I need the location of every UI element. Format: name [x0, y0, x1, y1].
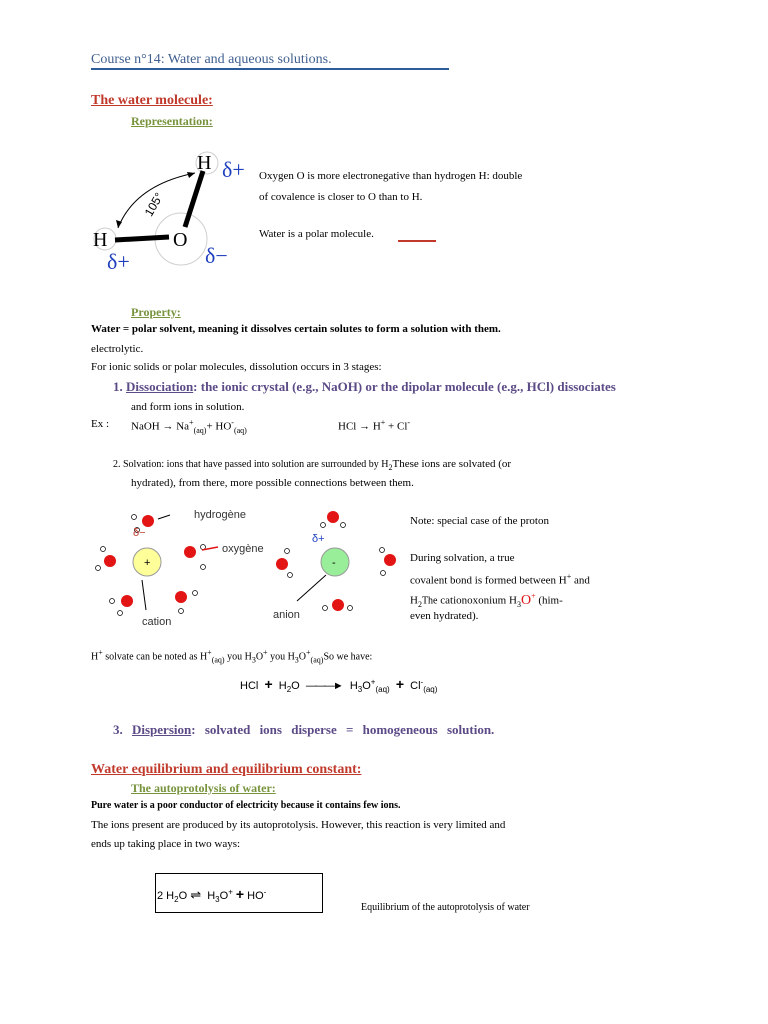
- cation-plus: +: [144, 557, 151, 569]
- delta-minus-o: δ−: [205, 243, 228, 268]
- subheading-representation: Representation:: [131, 114, 213, 128]
- label-cation: cation: [142, 616, 172, 628]
- delta-plus-left: δ+: [107, 249, 130, 274]
- ex-label: Ex :: [91, 418, 110, 430]
- text-polar-molecule: Water is a polar molecule.: [259, 228, 374, 240]
- title-underline: [91, 68, 449, 70]
- equation-hcl: HCl → H+ + Cl-: [338, 418, 411, 433]
- text-two-ways: ends up taking place in two ways:: [91, 838, 241, 850]
- text-electrolytic: electrolytic.: [91, 343, 144, 355]
- note-proton: Note: special case of the proton: [410, 515, 549, 527]
- label-delta-plus: δ+: [312, 533, 325, 545]
- red-underline-mark: [398, 240, 436, 242]
- label-delta-minus: δ−: [133, 527, 146, 539]
- note-oxonium: $H_2The$ cationoxonium $H_3O^+$ (him-: [410, 591, 563, 609]
- atom-h-left: H: [93, 229, 108, 251]
- text-polar-solvent: Water = polar solvent, meaning it dissolves certain solutes to form a solution with them.: [91, 323, 501, 335]
- text-form-ions: and form ions in solution.: [131, 401, 245, 413]
- note-solvation: During solvation, a true: [410, 552, 515, 564]
- text-electronegativity-1: Oxygen O is more electronegative than hydrogen H: double: [259, 170, 523, 182]
- text-h-solvate: H+ solvate can be noted as $H^+_{(aq)}$ you $H_3O^+$ you $H_3O^+_{(aq)}So$ we have:: [91, 648, 373, 665]
- equation-naoh: NaOH → $Na^+_{(aq)}+ HO^-_{(aq)}$: [131, 418, 247, 435]
- note-covalent: covalent bond is formed between H+ and: [410, 572, 590, 587]
- section-heading-water-molecule: The water molecule:: [91, 93, 213, 108]
- item-dissociation: 1. Dissociation: the ionic crystal (e.g., NaOH) or the dipolar molecule (e.g., HCl) dissociates: [113, 379, 616, 394]
- text-hydrated: hydrated), from there, more possible connections between them.: [131, 477, 414, 489]
- anion-minus: -: [332, 557, 336, 569]
- subheading-property: Property:: [131, 305, 181, 319]
- item-solvation: 2. Solvation: ions that have passed into solution are surrounded by $H_2These$ ions are solvated (or: [113, 458, 512, 472]
- angle-label: 105°: [141, 190, 167, 219]
- delta-plus-top: δ+: [222, 157, 245, 182]
- label-hydrogene: hydrogène: [194, 509, 246, 521]
- reaction-hcl-h2o: HCl + $H_2O$ ———► $H_3O^+_{(aq)} + Cl^-_{(aq)}$: [240, 676, 438, 695]
- label-anion: anion: [273, 609, 300, 621]
- autoprotolysis-equation: 2 $H_2O$ ⇌ $H_3O^+ + HO^-$: [157, 886, 267, 905]
- water-molecule-diagram: [85, 145, 255, 280]
- atom-o: O: [173, 229, 188, 251]
- note-hydrated: even hydrated).: [410, 610, 479, 622]
- section-heading-equilibrium: Water equilibrium and equilibrium constant:: [91, 762, 362, 777]
- item-dispersion: 3. Dispersion: solvated ions disperse = homogeneous solution.: [113, 722, 495, 737]
- text-three-stages: For ionic solids or polar molecules, dissolution occurs in 3 stages:: [91, 361, 382, 373]
- subheading-autoprotolysis: The autoprotolysis of water:: [131, 781, 276, 795]
- atom-h-top: H: [197, 152, 212, 174]
- text-electronegativity-2: of covalence is closer to O than to H.: [259, 191, 423, 203]
- equation-caption: Equilibrium of the autoprotolysis of water: [361, 902, 530, 913]
- solvation-figure: [90, 505, 400, 630]
- page-title: Course n°14: Water and aqueous solutions.: [91, 52, 332, 67]
- text-ions-present: The ions present are produced by its autoprotolysis. However, this reaction is very limited and: [91, 819, 506, 831]
- text-poor-conductor: Pure water is a poor conductor of electricity because it contains few ions.: [91, 800, 401, 811]
- label-oxygene: oxygène: [222, 543, 264, 555]
